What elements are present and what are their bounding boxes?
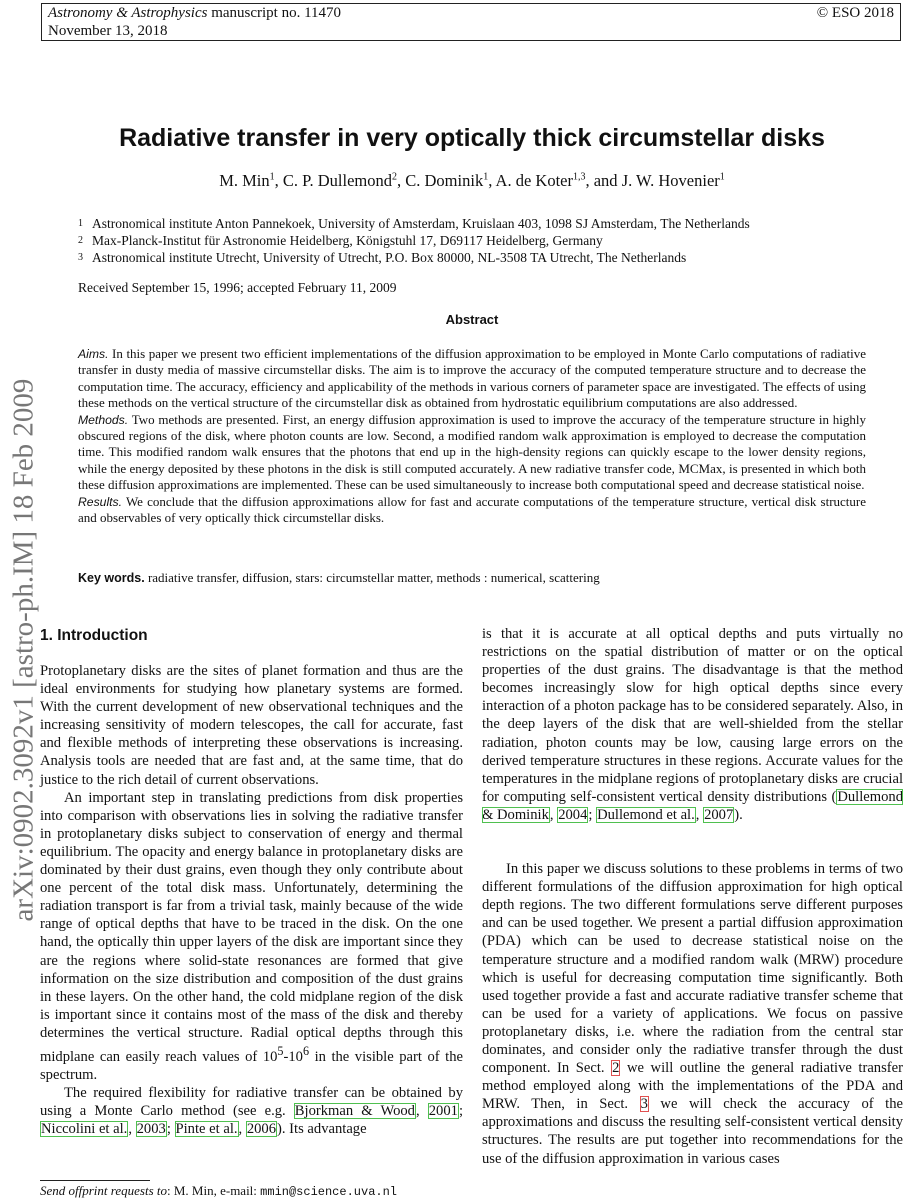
abstract-aims: Aims. In this paper we present two efficient implementations of the diffusion approximation to be employed in Monte Carlo computations of radiative transfer in dusty media of massive circumstellar disks. The aim is to improve the accuracy of the computed temperature structure and to decrease the computation time. The accuracy, efficiency and applicability of the methods in various corners of parameter space are investigated. The effects of using these methods on the vertical structure of the circumstellar disk as obtained from hydrostatic equilibrium computations are also addressed. bbox=[78, 346, 867, 411]
abstract-methods: Methods. Two methods are presented. First, an energy diffusion approximation is used to improve the accuracy of the temperature structure in highly obscured regions of the disk, where photon counts are low. Second, a modified random walk approximation is employed to decrease the computation time. This modified random walk ensures that the photons that end up in the high-density regions can quickly escape to the lower density regions, while the energy deposited by these photons in the disk is still computed accurately. A new radiative transfer code, MCMax, is presented in which both these diffusion approximations are implemented. These can be used simultaneously to increase both computational speed and decrease statistical noise. bbox=[78, 411, 866, 493]
paragraph: An important step in translating predictions from disk properties into comparison with observations lies in solving the radiative transfer in protoplanetary disks subject to conservation of energy and thermal equilibrium. The opacity and energy balance in protoplanetary disks are dominated by their dust grains, even though they only contribute about one percent of the total disk mass. Unfortunately, determining the radiation transport is far from a trivial task, mainly because of the wide range of optical depths that have to be traced in the disk. On the one hand, the optically thin upper layers of the disk are important since they are the regions where solid-state resonances are formed that give information on the size distribution and composition of the dust grains in these layers. On the other hand, the cold midplane region of the disk is important since it contains most of the mass of the disk and thereby determines the vertical structure. Radial optical depths through this midplane can easily reach values of $10^5-10^6$ in the visible part of the spectrum. bbox=[40, 789, 463, 1083]
affiliation: $^2$ Max-Planck-Institut für Astronomie Heidelberg, Königstuhl 17, D69117 Heidelberg, Germany bbox=[78, 233, 603, 248]
journal-name: Astronomy & Astrophysics manuscript no. 11470 bbox=[48, 5, 342, 21]
right-column bbox=[482, 625, 903, 1168]
citation-link[interactable]: Niccolini et al. bbox=[41, 1121, 128, 1138]
journal-header bbox=[41, 3, 901, 41]
section-link[interactable]: 2 bbox=[612, 1060, 620, 1077]
author-list: M. Min$^1$, C. P. Dullemond$^2$, C. Dominik$^1$, A. de Koter$^{1,3}$, and J. W. Hovenier$^1$ bbox=[219, 171, 725, 190]
footnote-rule bbox=[40, 1180, 150, 1181]
citation-link[interactable]: Bjorkman & Wood bbox=[294, 1103, 415, 1120]
paragraph-gap bbox=[482, 824, 903, 860]
email-link[interactable]: mmin@science.uva.nl bbox=[260, 1185, 397, 1199]
affiliation: $^3$ Astronomical institute Utrecht, University of Utrecht, P.O. Box 80000, NL-3508 TA Utrecht, The Netherlands bbox=[78, 250, 687, 265]
citation-link[interactable]: 2001 bbox=[428, 1103, 458, 1120]
left-column bbox=[40, 626, 463, 1138]
paragraph: is that it is accurate at all optical depths and puts virtually no restrictions on the spatial distribution of matter or on the optical properties of the dust grains. The disadvantage is that the method becomes increasingly slow for high optical depths since every interaction of a photon package has to be considered separately. Also, in the deep layers of the disk that are well-shielded from the stellar radiation, photon counts may be low, causing large errors on the derived temperature structures in these regions. Accurate values for the temperatures in the midplane regions of protoplanetary disks are crucial for computing self-consistent vertical density distributions (Dullemond & Dominik, 2004; Dullemond et al., 2007). bbox=[482, 626, 903, 823]
citation-link[interactable]: Dullemond & Dominik bbox=[482, 788, 903, 823]
header-date: November 13, 2018 bbox=[48, 23, 168, 39]
arxiv-identifier[interactable]: arXiv:0902.3092v1 [astro-ph.IM] 18 Feb 2009 bbox=[7, 378, 40, 922]
paragraph: The required flexibility for radiative transfer can be obtained by using a Monte Carlo method (see e.g. Bjorkman & Wood, 2001; Niccolini et al., 2003; Pinte et al., 2006). Its advantage bbox=[40, 1085, 463, 1138]
copyright: © ESO 2018 bbox=[816, 5, 894, 21]
abstract-heading: Abstract bbox=[445, 312, 499, 327]
abstract-body bbox=[78, 346, 866, 526]
citation-link[interactable]: 2006 bbox=[246, 1121, 277, 1138]
section-link[interactable]: 3 bbox=[640, 1096, 648, 1113]
section-heading: 1. Introduction bbox=[40, 627, 148, 644]
footnote: Send offprint requests to: M. Min, e-mail: mmin@science.uva.nl bbox=[40, 1183, 397, 1199]
abstract-results: Results. We conclude that the diffusion approximations allow for fast and accurate computations of the temperature structure, vertical disk structure and observables of very optically thick circumstellar disks. bbox=[78, 493, 867, 526]
citation-link[interactable]: 2004 bbox=[558, 806, 588, 823]
keywords: Key words. radiative transfer, diffusion, stars: circumstellar matter, methods : numerical, scattering bbox=[78, 570, 600, 585]
affiliation: $^1$ Astronomical institute Anton Pannekoek, University of Amsterdam, Kruislaan 403, 1098 SJ Amsterdam, The Netherlands bbox=[78, 216, 750, 231]
paper-title: Radiative transfer in very optically thick circumstellar disks bbox=[119, 124, 825, 152]
paragraph: Protoplanetary disks are the sites of planet formation and thus are the ideal environments for studying how planetary systems are formed. With the current development of new observational techniques and the increasing sensitivity of modern telescopes, the call for accurate, fast and flexible methods of interpreting these observations is increasing. Analysis tools are needed that are fast and, at the same time, that do justice to the rich detail of current observations. bbox=[40, 663, 463, 788]
citation-link[interactable]: Dullemond et al. bbox=[597, 806, 695, 823]
paragraph: In this paper we discuss solutions to these problems in terms of two different formulations of the diffusion approximation for high optical depth regions. The two different formulations serve different purposes and can be used together. We present a partial diffusion approximation (PDA) which can be used to decrease statistical noise on the temperature structure and a modified random walk (MRW) procedure which is useful for decreasing computation time significantly. Both used together provide a fast and accurate radiative transfer scheme that can be used for a variety of applications. We focus on passive protoplanetary disks, i.e. where the radiation from the central star dominates, and consider only the radiative transfer through the dust component. In Sect. 2 we will outline the general radiative transfer method employed along with the implementations of the PDA and MRW. Then, in Sect. 3 we will check the accuracy of the approximations and discuss the resulting self-consistent vertical density structures. The results are put together into recommendations for the use of the diffusion approximation in various cases bbox=[482, 861, 903, 1167]
received-date: Received September 15, 1996; accepted February 11, 2009 bbox=[78, 280, 397, 295]
citation-link[interactable]: Pinte et al. bbox=[175, 1121, 238, 1138]
citation-link[interactable]: 2007 bbox=[704, 806, 734, 823]
citation-link[interactable]: 2003 bbox=[136, 1121, 166, 1138]
